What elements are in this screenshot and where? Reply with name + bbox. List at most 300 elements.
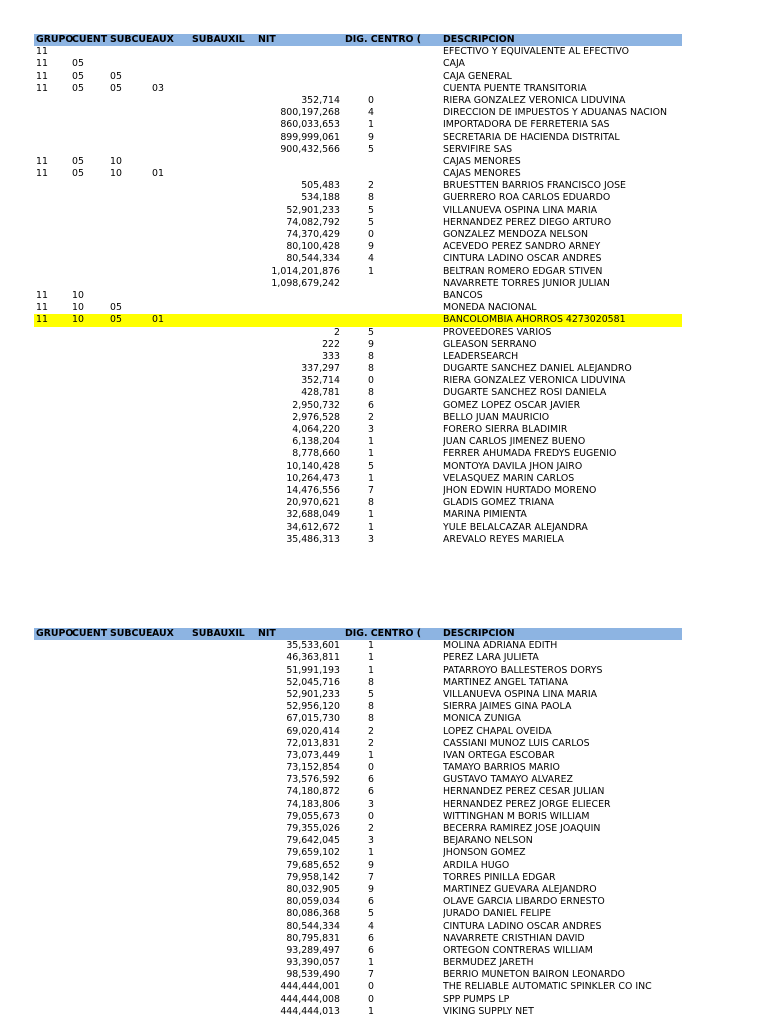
descripcion-cell: PROVEEDORES VARIOS [443, 326, 552, 338]
nit-cell: 73,152,854 [286, 762, 340, 774]
descripcion-cell: FERRER AHUMADA FREDYS EUGENIO [443, 448, 617, 460]
descripcion-cell: MONTOYA DAVILA JHON JAIRO [443, 460, 583, 472]
descripcion-cell: JHON EDWIN HURTADO MORENO [443, 484, 597, 496]
nit-cell: 4,064,220 [292, 424, 340, 435]
grupo-cell: 11 [36, 289, 48, 301]
descripcion-cell: MARINA PIMIENTA [443, 509, 527, 521]
descripcion-cell: SIERRA JAIMES GINA PAOLA [443, 701, 572, 713]
nit-cell: 2,950,732 [292, 399, 340, 411]
header-auxiliar: AUX [152, 34, 174, 45]
table-row [34, 290, 682, 302]
nit-cell: 352,714 [301, 375, 340, 387]
nit-cell: 74,082,792 [286, 216, 340, 228]
dig-cell: 9 [368, 883, 374, 895]
dig-cell: 8 [368, 713, 374, 725]
header-subauxiliar: SUBAUXIL [192, 628, 245, 639]
dig-cell: 2 [368, 823, 374, 834]
table-row [34, 860, 682, 872]
dig-cell: 7 [368, 969, 374, 981]
table-row [34, 485, 682, 497]
descripcion-cell: GOMEZ LOPEZ OSCAR JAVIER [443, 399, 581, 411]
dig-cell: 9 [368, 131, 374, 143]
nit-cell: 35,486,313 [286, 533, 340, 545]
descripcion-cell: NAVARRETE CRISTHIAN DAVID [443, 932, 585, 944]
dig-cell: 1 [368, 472, 374, 484]
table-row [34, 461, 682, 473]
table-row [34, 969, 682, 981]
table-row [34, 908, 682, 920]
descripcion-cell: SECRETARIA DE HACIENDA DISTRITAL [443, 131, 620, 143]
dig-cell: 4 [368, 253, 374, 265]
descripcion-cell: BERMUDEZ JARETH [443, 957, 534, 969]
nit-cell: 899,999,061 [280, 131, 340, 143]
table-row [34, 375, 682, 387]
nit-cell: 67,015,730 [286, 713, 340, 725]
table-header-row [34, 628, 682, 640]
descripcion-cell: ACEVEDO PEREZ SANDRO ARNEY [443, 241, 601, 253]
descripcion-cell: PEREZ LARA JULIETA [443, 652, 539, 664]
descripcion-cell: HERNANDEZ PEREZ JORGE ELIECER [443, 798, 611, 810]
dig-cell: 0 [368, 375, 374, 387]
table-row [34, 921, 682, 933]
descripcion-cell: BELLO JUAN MAURICIO [443, 411, 550, 423]
table-row [34, 497, 682, 509]
nit-cell: 79,958,142 [286, 871, 340, 883]
dig-cell: 0 [368, 229, 374, 240]
header-cuenta: CUENT [72, 34, 108, 45]
nit-cell: 6,138,204 [292, 436, 340, 448]
nit-cell: 79,055,673 [286, 810, 340, 822]
cuenta-cell: 05 [72, 82, 84, 94]
dig-cell: 9 [368, 338, 374, 350]
dig-cell: 2 [368, 737, 374, 749]
dig-cell: 6 [368, 932, 374, 944]
table-row [34, 677, 682, 689]
descripcion-cell: LEADERSEARCH [443, 350, 519, 362]
table-row [34, 144, 682, 156]
grupo-cell: 11 [36, 302, 48, 314]
dig-cell: 8 [368, 676, 374, 688]
table-row [34, 436, 682, 448]
descripcion-cell: GUERRERO ROA CARLOS EDUARDO [443, 192, 611, 204]
table-row [34, 58, 682, 70]
table-row [34, 192, 682, 204]
table-row [34, 229, 682, 241]
auxiliar-cell: 01 [152, 314, 164, 326]
subcuenta-cell: 05 [110, 70, 122, 82]
nit-cell: 534,188 [301, 192, 340, 204]
nit-cell: 428,781 [301, 387, 340, 399]
descripcion-cell: GLEASON SERRANO [443, 338, 537, 350]
dig-cell: 3 [368, 533, 374, 545]
dig-cell: 1 [368, 640, 374, 652]
table-row-highlighted [34, 314, 682, 326]
table-row [34, 412, 682, 424]
dig-cell: 0 [368, 810, 374, 822]
nit-cell: 52,901,233 [286, 688, 340, 700]
table-row [34, 933, 682, 945]
table-row [34, 46, 682, 58]
nit-cell: 69,020,414 [286, 725, 340, 737]
descripcion-cell: YULE BELALCAZAR ALEJANDRA [443, 521, 588, 533]
descripcion-cell: FORERO SIERRA BLADIMIR [443, 424, 568, 435]
descripcion-cell: BECERRA RAMIREZ JOSE JOAQUIN [443, 823, 601, 834]
subcuenta-cell: 10 [110, 168, 122, 180]
descripcion-cell: BRUESTTEN BARRIOS FRANCISCO JOSE [443, 180, 626, 192]
nit-cell: 52,956,120 [286, 701, 340, 713]
nit-cell: 900,432,566 [280, 143, 340, 155]
nit-cell: 2,976,528 [292, 411, 340, 423]
descripcion-cell: JUAN CARLOS JIMENEZ BUENO [443, 436, 586, 448]
table-row [34, 95, 682, 107]
descripcion-cell: SPP PUMPS LP [443, 993, 510, 1005]
nit-cell: 1,014,201,876 [271, 265, 340, 277]
dig-cell: 0 [368, 993, 374, 1005]
dig-cell: 8 [368, 192, 374, 204]
nit-cell: 73,073,449 [286, 749, 340, 761]
subcuenta-cell: 10 [110, 155, 122, 167]
grupo-cell: 11 [36, 46, 48, 58]
nit-cell: 20,970,621 [286, 497, 340, 509]
nit-cell: 14,476,556 [286, 484, 340, 496]
descripcion-cell: VILLANUEVA OSPINA LINA MARIA [443, 688, 598, 700]
dig-cell: 4 [368, 920, 374, 932]
table-row [34, 665, 682, 677]
table-row [34, 400, 682, 412]
grupo-cell: 11 [36, 155, 48, 167]
header-auxiliar: AUX [152, 628, 174, 639]
dig-cell: 0 [368, 981, 374, 993]
descripcion-cell: MOLINA ADRIANA EDITH [443, 640, 558, 652]
subcuenta-cell: 05 [110, 82, 122, 94]
descripcion-cell: SERVIFIRE SAS [443, 143, 513, 155]
table-row [34, 799, 682, 811]
dig-cell: 8 [368, 497, 374, 509]
descripcion-cell: BERRIO MUÑETON BAIRON LEONARDO [443, 969, 626, 981]
dig-cell: 1 [368, 652, 374, 664]
dig-cell: 5 [368, 143, 374, 155]
table-row [34, 180, 682, 192]
accounts-table-page-2 [34, 628, 682, 1018]
nit-cell: 35,533,601 [286, 640, 340, 652]
nit-cell: 74,183,806 [286, 798, 340, 810]
table-row [34, 896, 682, 908]
header-descripcion: DESCRIPCION [443, 34, 515, 45]
nit-cell: 10,264,473 [286, 472, 340, 484]
cuenta-cell: 10 [72, 314, 84, 326]
nit-cell: 800,197,268 [280, 107, 340, 119]
nit-cell: 32,688,049 [286, 509, 340, 521]
grupo-cell: 11 [36, 168, 48, 180]
table-row [34, 168, 682, 180]
dig-cell: 1 [368, 847, 374, 859]
nit-cell: 72,013,831 [286, 737, 340, 749]
table-row [34, 278, 682, 290]
table-row [34, 981, 682, 993]
header-dig-centro: DIG. CENTRO ( [345, 628, 422, 639]
grupo-cell: 11 [36, 314, 48, 326]
nit-cell: 333 [322, 350, 340, 362]
nit-cell: 79,685,652 [286, 859, 340, 871]
descripcion-cell: ARDILA HUGO [443, 859, 510, 871]
nit-cell: 222 [322, 338, 340, 350]
nit-cell: 80,032,905 [286, 883, 340, 895]
dig-cell: 0 [368, 94, 374, 106]
nit-cell: 79,642,045 [286, 835, 340, 847]
cuenta-cell: 10 [72, 302, 84, 314]
table-row [34, 156, 682, 168]
dig-cell: 6 [368, 786, 374, 798]
descripcion-cell: RIERA GONZALEZ VERONICA LIDUVINA [443, 94, 626, 106]
descripcion-cell: CAJAS MENORES [443, 155, 521, 167]
table-row [34, 522, 682, 534]
dig-cell: 7 [368, 871, 374, 883]
table-row [34, 107, 682, 119]
nit-cell: 73,576,592 [286, 774, 340, 786]
dig-cell: 1 [368, 749, 374, 761]
nit-cell: 74,180,872 [286, 786, 340, 798]
descripcion-cell: JURADO DANIEL FELIPE [443, 908, 552, 920]
descripcion-cell: VILLANUEVA OSPINA LINA MARIA [443, 204, 598, 216]
dig-cell: 9 [368, 859, 374, 871]
table-row [34, 387, 682, 399]
header-nit: NIT [258, 628, 276, 639]
dig-cell: 3 [368, 424, 374, 435]
table-row [34, 241, 682, 253]
table-row [34, 689, 682, 701]
header-grupo: GRUPO [36, 34, 74, 45]
nit-cell: 8,778,660 [292, 448, 340, 460]
nit-cell: 79,659,102 [286, 847, 340, 859]
cuenta-cell: 05 [72, 58, 84, 70]
cuenta-cell: 10 [72, 289, 84, 301]
dig-cell: 1 [368, 521, 374, 533]
nit-cell: 444,444,001 [280, 981, 340, 993]
table-row [34, 509, 682, 521]
descripcion-cell: CINTURA LADINO OSCAR ANDRES [443, 920, 602, 932]
descripcion-cell: CAJAS MENORES [443, 168, 521, 180]
nit-cell: 444,444,013 [280, 1005, 340, 1017]
descripcion-cell: IVAN ORTEGA ESCOBAR [443, 749, 555, 761]
grupo-cell: 11 [36, 58, 48, 70]
dig-cell: 6 [368, 944, 374, 956]
descripcion-cell: VELASQUEZ MARIN CARLOS [443, 472, 575, 484]
table-row [34, 738, 682, 750]
nit-cell: 80,544,334 [286, 253, 340, 265]
descripcion-cell: LOPEZ CHAPAL OVEIDA [443, 725, 552, 737]
descripcion-cell: JHONSON GOMEZ [443, 847, 526, 859]
table-row [34, 750, 682, 762]
descripcion-cell: AREVALO REYES MARIELA [443, 533, 564, 545]
dig-cell: 5 [368, 204, 374, 216]
descripcion-cell: RIERA GONZALEZ VERONICA LIDUVINA [443, 375, 626, 387]
header-subcuenta: SUBCUE [110, 628, 152, 639]
descripcion-cell: OLAVE GARCIA LIBARDO ERNESTO [443, 896, 605, 908]
dig-cell: 8 [368, 387, 374, 399]
descripcion-cell: GONZALEZ MENDOZA NELSON [443, 229, 588, 240]
dig-cell: 1 [368, 436, 374, 448]
dig-cell: 3 [368, 798, 374, 810]
table-row [34, 945, 682, 957]
nit-cell: 80,544,334 [286, 920, 340, 932]
table-row [34, 339, 682, 351]
dig-cell: 1 [368, 119, 374, 131]
dig-cell: 8 [368, 363, 374, 375]
nit-cell: 98,539,490 [286, 969, 340, 981]
header-dig-centro: DIG. CENTRO ( [345, 34, 422, 45]
table-row [34, 884, 682, 896]
descripcion-cell: WITTINGHAN M BORIS WILLIAM [443, 810, 590, 822]
nit-cell: 337,297 [301, 363, 340, 375]
table-row [34, 327, 682, 339]
dig-cell: 1 [368, 1005, 374, 1017]
table-header-row [34, 34, 682, 46]
descripcion-cell: DUGARTE SANCHEZ ROSI DANIELA [443, 387, 607, 399]
table-row [34, 205, 682, 217]
descripcion-cell: THE RELIABLE AUTOMATIC SPINKLER CO INC [443, 981, 652, 993]
descripcion-cell: DIRECCION DE IMPUESTOS Y ADUANAS NACION [443, 107, 667, 119]
descripcion-cell: MONEDA NACIONAL [443, 302, 537, 314]
descripcion-cell: CUENTA PUENTE TRANSITORIA [443, 82, 587, 94]
table-row [34, 534, 682, 546]
table-row [34, 71, 682, 83]
dig-cell: 1 [368, 957, 374, 969]
nit-cell: 46,363,811 [286, 652, 340, 664]
table-row [34, 872, 682, 884]
table-row [34, 83, 682, 95]
nit-cell: 93,289,497 [286, 944, 340, 956]
nit-cell: 860,033,653 [280, 119, 340, 131]
descripcion-cell: CAJA GENERAL [443, 70, 512, 82]
nit-cell: 505,483 [301, 180, 340, 192]
cuenta-cell: 05 [72, 155, 84, 167]
nit-cell: 80,795,831 [286, 932, 340, 944]
nit-cell: 34,612,672 [286, 521, 340, 533]
header-grupo: GRUPO [36, 628, 74, 639]
table-row [34, 994, 682, 1006]
descripcion-cell: MARTINEZ ANGEL TATIANA [443, 676, 568, 688]
nit-cell: 80,086,368 [286, 908, 340, 920]
table-row [34, 424, 682, 436]
descripcion-cell: CAJA [443, 58, 465, 70]
header-descripcion: DESCRIPCION [443, 628, 515, 639]
descripcion-cell: IMPORTADORA DE FERRETERIA SAS [443, 119, 610, 131]
header-nit: NIT [258, 34, 276, 45]
header-subcuenta: SUBCUE [110, 34, 152, 45]
table-row [34, 473, 682, 485]
dig-cell: 1 [368, 509, 374, 521]
nit-cell: 2 [334, 326, 340, 338]
table-row [34, 835, 682, 847]
descripcion-cell: GLADIS GOMEZ TRIANA [443, 497, 554, 509]
dig-cell: 1 [368, 448, 374, 460]
descripcion-cell: HERNANDEZ PEREZ CESAR JULIAN [443, 786, 605, 798]
descripcion-cell: VIKING SUPPLY NET [443, 1005, 534, 1017]
descripcion-cell: PATARROYO BALLESTEROS DORYS [443, 664, 603, 676]
dig-cell: 6 [368, 399, 374, 411]
table-row [34, 302, 682, 314]
dig-cell: 7 [368, 484, 374, 496]
dig-cell: 2 [368, 411, 374, 423]
descripcion-cell: DUGARTE SANCHEZ DANIEL ALEJANDRO [443, 363, 632, 375]
descripcion-cell: EFECTIVO Y EQUIVALENTE AL EFECTIVO [443, 46, 630, 58]
nit-cell: 93,390,057 [286, 957, 340, 969]
table-row [34, 217, 682, 229]
descripcion-cell: CINTURA LADINO OSCAR ANDRES [443, 253, 602, 265]
dig-cell: 5 [368, 460, 374, 472]
descripcion-cell: HERNANDEZ PEREZ DIEGO ARTURO [443, 216, 612, 228]
descripcion-cell: MONICA ZUÑIGA [443, 713, 521, 725]
table-row [34, 132, 682, 144]
descripcion-cell: CASSIANI MUÑOZ LUIS CARLOS [443, 737, 590, 749]
dig-cell: 6 [368, 774, 374, 786]
nit-cell: 444,444,008 [280, 993, 340, 1005]
dig-cell: 0 [368, 762, 374, 774]
nit-cell: 80,100,428 [286, 241, 340, 253]
table-row [34, 652, 682, 664]
cuenta-cell: 05 [72, 70, 84, 82]
table-row [34, 811, 682, 823]
descripcion-cell: TORRES PINILLA EDGAR [443, 871, 556, 883]
accounts-table-page-1 [34, 34, 682, 546]
table-row [34, 1006, 682, 1018]
table-row [34, 266, 682, 278]
descripcion-cell: GUSTAVO TAMAYO ALVAREZ [443, 774, 573, 786]
dig-cell: 5 [368, 216, 374, 228]
nit-cell: 52,045,716 [286, 676, 340, 688]
subcuenta-cell: 05 [110, 314, 122, 326]
dig-cell: 3 [368, 835, 374, 847]
dig-cell: 5 [368, 908, 374, 920]
subcuenta-cell: 05 [110, 302, 122, 314]
table-row [34, 823, 682, 835]
dig-cell: 5 [368, 326, 374, 338]
table-row [34, 119, 682, 131]
nit-cell: 79,355,026 [286, 823, 340, 834]
dig-cell: 8 [368, 701, 374, 713]
dig-cell: 9 [368, 241, 374, 253]
table-row [34, 786, 682, 798]
auxiliar-cell: 01 [152, 168, 164, 180]
cuenta-cell: 05 [72, 168, 84, 180]
descripcion-cell: BELTRAN ROMERO EDGAR STIVEN [443, 265, 603, 277]
nit-cell: 74,370,429 [286, 229, 340, 240]
header-subauxiliar: SUBAUXIL [192, 34, 245, 45]
descripcion-cell: NAVARRETE TORRES JUNIOR JULIAN [443, 277, 610, 289]
header-cuenta: CUENT [72, 628, 108, 639]
nit-cell: 1,098,679,242 [271, 277, 340, 289]
table-row [34, 363, 682, 375]
table-row [34, 713, 682, 725]
dig-cell: 1 [368, 265, 374, 277]
auxiliar-cell: 03 [152, 82, 164, 94]
dig-cell: 1 [368, 664, 374, 676]
descripcion-cell: TAMAYO BARRIOS MARIO [443, 762, 560, 774]
table-row [34, 957, 682, 969]
descripcion-cell: BEJARANO NELSON [443, 835, 533, 847]
grupo-cell: 11 [36, 70, 48, 82]
dig-cell: 8 [368, 350, 374, 362]
table-row [34, 448, 682, 460]
table-row [34, 762, 682, 774]
dig-cell: 2 [368, 180, 374, 192]
table-row [34, 726, 682, 738]
descripcion-cell: BANCOLOMBIA AHORROS 4273020581 [443, 314, 626, 326]
descripcion-cell: MARTINEZ GUEVARA ALEJANDRO [443, 883, 597, 895]
nit-cell: 80,059,034 [286, 896, 340, 908]
table-row [34, 640, 682, 652]
dig-cell: 4 [368, 107, 374, 119]
